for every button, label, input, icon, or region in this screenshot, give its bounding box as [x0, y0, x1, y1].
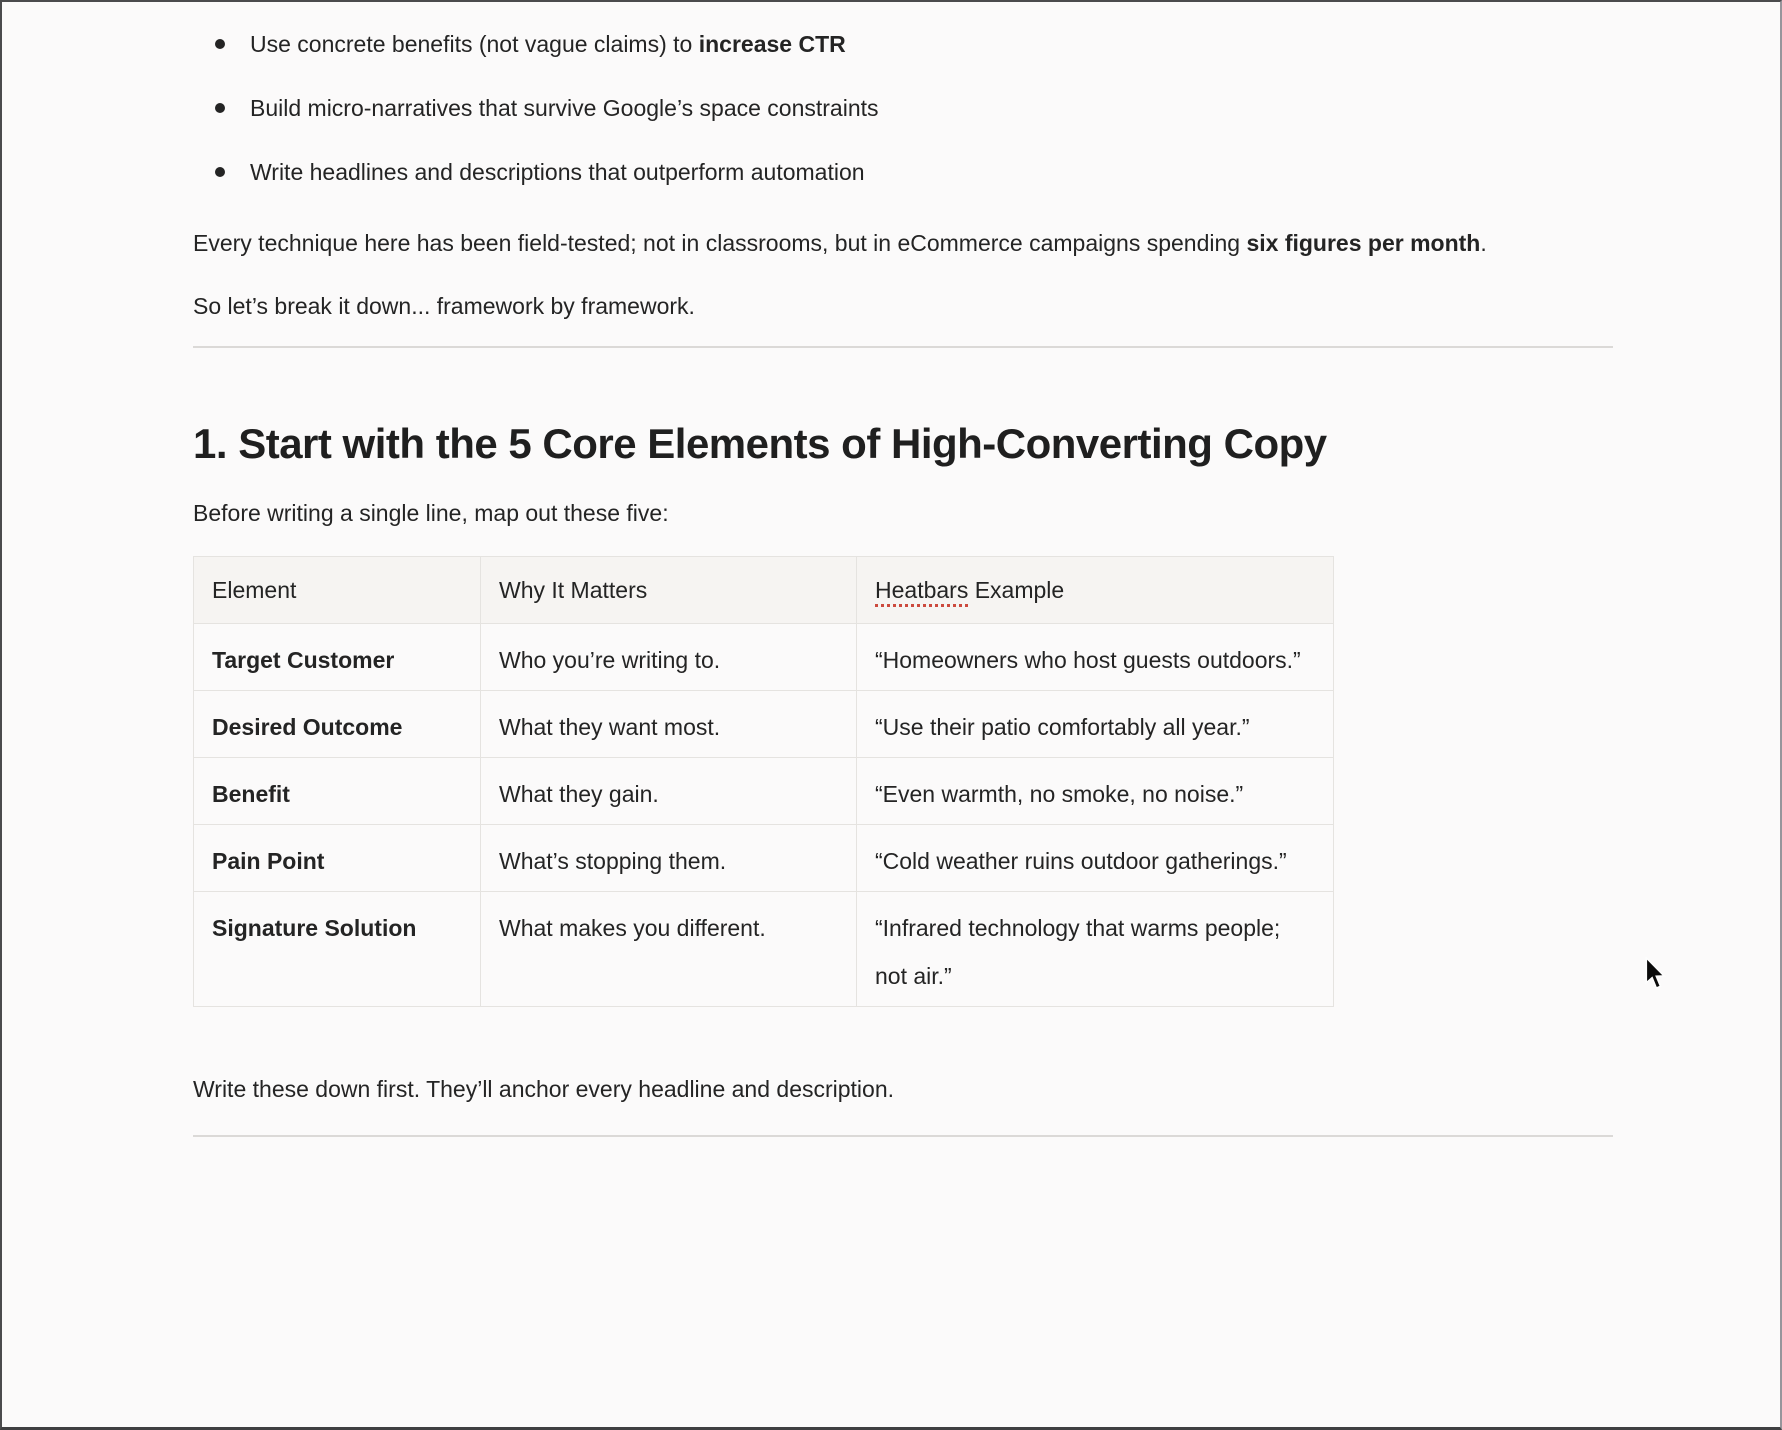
paragraph-text-bold: six figures per month: [1246, 230, 1481, 256]
table-row: [194, 758, 1334, 825]
bullet-item: [193, 91, 1613, 125]
table-row: [194, 624, 1334, 691]
paragraph-text: .: [1480, 230, 1487, 256]
cell-why: What they want most.: [481, 691, 857, 758]
table-header-why-it-matters: Why It Matters: [481, 557, 857, 624]
cell-example: “Even warmth, no smoke, no noise.”: [857, 758, 1334, 825]
cell-example: “Homeowners who host guests outdoors.”: [857, 624, 1334, 691]
section-heading: 1. Start with the 5 Core Elements of High-Converting Copy: [193, 420, 1327, 467]
table-header-heatbars-example: [857, 557, 1334, 624]
bullet-icon: [215, 103, 225, 113]
bullet-item: [193, 27, 1613, 61]
core-elements-table: [193, 556, 1334, 1007]
bullet-icon: [215, 167, 225, 177]
table-header-rest: Example: [968, 577, 1065, 603]
mouse-cursor-icon: [1642, 957, 1670, 991]
cell-element: Benefit: [194, 758, 481, 825]
cell-why: What they gain.: [481, 758, 857, 825]
table-row: [194, 892, 1334, 1007]
paragraph-breakdown: So let’s break it down... framework by framework.: [193, 293, 695, 319]
paragraph-field-tested: [193, 219, 1613, 267]
cell-example: “Use their patio comfortably all year.”: [857, 691, 1334, 758]
table-header-row: [194, 557, 1334, 624]
article-body: [193, 2, 1613, 1137]
cell-element: Desired Outcome: [194, 691, 481, 758]
cell-example: “Cold weather ruins outdoor gatherings.”: [857, 825, 1334, 892]
bullet-item: [193, 155, 1613, 189]
cell-element: Target Customer: [194, 624, 481, 691]
cell-why: Who you’re writing to.: [481, 624, 857, 691]
cell-why: What makes you different.: [481, 892, 857, 1007]
table-row: [194, 691, 1334, 758]
outro-paragraph: Write these down first. They’ll anchor every headline and description.: [193, 1076, 895, 1102]
bullet-icon: [215, 39, 225, 49]
bullet-list: [193, 27, 1613, 189]
spellcheck-underlined-word: Heatbars: [875, 577, 968, 607]
divider: [193, 1135, 1613, 1137]
bullet-text-bold: increase CTR: [698, 31, 846, 57]
cell-example: “Infrared technology that warms people; not air.”: [857, 892, 1334, 1007]
bullet-text: Build micro-narratives that survive Google’s space constraints: [250, 95, 879, 121]
paragraph-text: Every technique here has been field-tested; not in classrooms, but in eCommerce campaigns spending: [193, 230, 1247, 256]
cell-why: What’s stopping them.: [481, 825, 857, 892]
bullet-text: Use concrete benefits (not vague claims) to: [250, 31, 699, 57]
table-intro: Before writing a single line, map out these five:: [193, 500, 669, 526]
cell-element: Pain Point: [194, 825, 481, 892]
table-header-element: Element: [194, 557, 481, 624]
table-row: [194, 825, 1334, 892]
divider: [193, 346, 1613, 348]
cell-element: Signature Solution: [194, 892, 481, 1007]
bullet-text: Write headlines and descriptions that outperform automation: [250, 159, 865, 185]
